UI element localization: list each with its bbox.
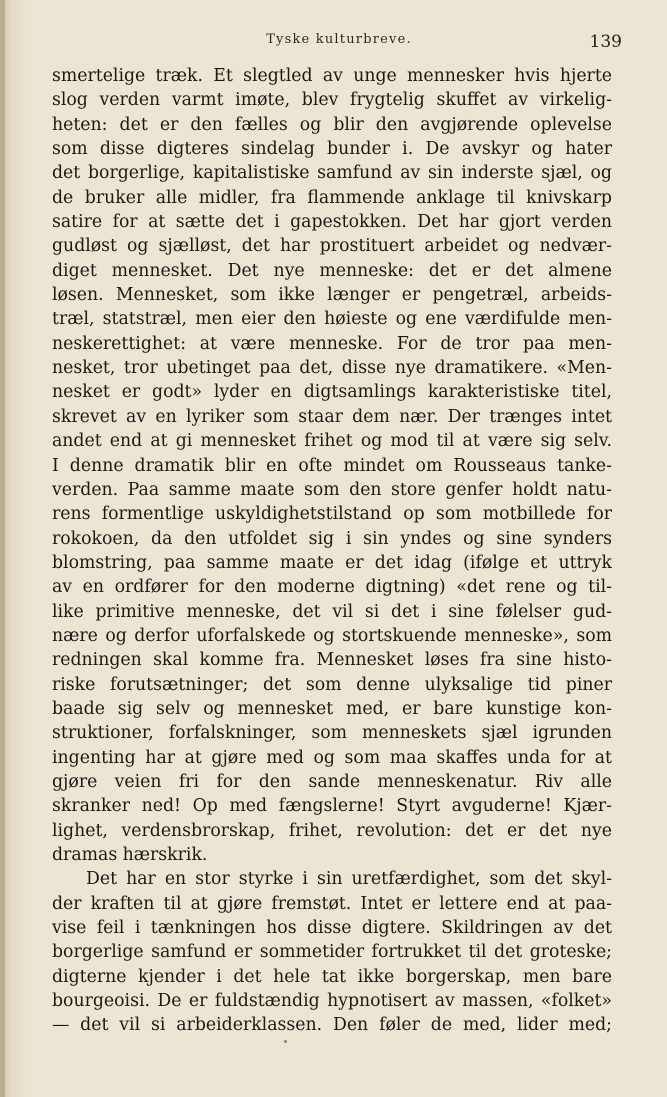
text-line: træl, statstræl, men eier den høieste og ene værdifulde men-: [52, 309, 612, 330]
page-header: [54, 28, 624, 58]
text-line: gudløst og sjælløst, det har prostituert arbeidet og nedvær-: [52, 236, 612, 257]
paper-speck: [284, 1040, 287, 1043]
text-line: andet end at gi mennesket frihet og mod til at være sig selv.: [52, 431, 612, 452]
page-number: 139: [589, 32, 622, 52]
text-line: I denne dramatik blir en ofte mindet om Rousseaus tanke-: [52, 455, 612, 476]
text-line: de bruker alle midler, fra flammende anklage til knivskarp: [52, 187, 612, 208]
text-line: riske forutsætninger; det som denne ulyksalige tid piner: [52, 674, 612, 695]
text-line: bourgeoisi. De er fuldstændig hypnotisert av massen, «folket»: [52, 991, 612, 1012]
text-line: diget mennesket. Det nye menneske: det er det almene: [52, 260, 612, 281]
body-text: [52, 64, 612, 1038]
text-line: heten: det er den fælles og blir den avgjørende oplevelse: [52, 114, 612, 135]
text-line: nære og derfor uforfalskede og stortskuende menneske», som: [52, 625, 612, 646]
text-line-paragraph-end: dramas hærskrik.: [52, 845, 208, 865]
text-line: skranker ned! Op med fængslerne! Styrt avguderne! Kjær-: [52, 796, 612, 817]
text-line: nesket er godt» lyder en digtsamlings karakteristiske titel,: [52, 382, 612, 403]
text-line: borgerlige samfund er sommetider fortrukket til det groteske;: [52, 942, 612, 963]
text-line: verden. Paa samme maate som den store genfer holdt natu-: [52, 479, 612, 500]
text-line: gjøre veien fri for den sande menneskenatur. Riv alle: [52, 771, 612, 792]
text-line: digterne kjender i det hele tat ikke borgerskap, men bare: [52, 966, 612, 987]
text-line: smertelige træk. Et slegtled av unge mennesker hvis hjerte: [52, 66, 612, 86]
text-line: satire for at sætte det i gapestokken. Det har gjort verden: [52, 212, 612, 233]
text-line: rens formentlige uskyldighetstilstand op som motbillede for: [52, 504, 612, 525]
text-line: der kraften til at gjøre fremstøt. Intet er lettere end at paa-: [52, 893, 612, 914]
text-line: slog verden varmt imøte, blev frygtelig skuffet av virkelig-: [52, 90, 612, 111]
text-line: løsen. Mennesket, som ikke længer er pengetræl, arbeids-: [52, 285, 612, 306]
text-line: vise feil i tænkningen hos disse digtere. Skildringen av det: [52, 918, 612, 939]
text-line: av en ordfører for den moderne digtning) «det rene og til-: [52, 577, 612, 598]
text-line: redningen skal komme fra. Mennesket løses fra sine histo-: [52, 650, 612, 671]
text-line: rokokoen, da den utfoldet sig i sin yndes og sine synders: [52, 528, 612, 549]
text-line: skrevet av en lyriker som staar dem nær. Der trænges intet: [52, 406, 612, 427]
text-line: like primitive menneske, det vil si det i sine følelser gud-: [52, 601, 612, 622]
text-line: som disse digteres sindelag bunder i. De avskyr og hater: [52, 139, 612, 160]
running-title: Tyske kulturbreve.: [266, 32, 412, 47]
text-line: ingenting har at gjøre med og som maa skaffes unda for at: [52, 747, 612, 768]
text-line: det borgerlige, kapitalistiske samfund av sin inderste sjæl, og: [52, 163, 612, 184]
text-line: baade sig selv og mennesket med, er bare kunstige kon-: [52, 698, 612, 719]
text-line-paragraph-start: Det har en stor styrke i sin uretfærdighet, som det skyl-: [86, 869, 612, 890]
page-spine-edge: [0, 0, 5, 1097]
text-line: neskerettighet: at være menneske. For de tror paa men-: [52, 333, 612, 354]
text-line: lighet, verdensbrorskap, frihet, revolution: det er det nye: [52, 820, 612, 841]
text-line: blomstring, paa samme maate er det idag (ifølge et uttryk: [52, 552, 612, 573]
text-line: nesket, tror ubetinget paa det, disse nye dramatikere. «Men-: [52, 358, 612, 379]
text-line: — det vil si arbeiderklassen. Den føler de med, lider med;: [52, 1015, 612, 1036]
text-line: struktioner, forfalskninger, som menneskets sjæl igrunden: [52, 723, 612, 744]
